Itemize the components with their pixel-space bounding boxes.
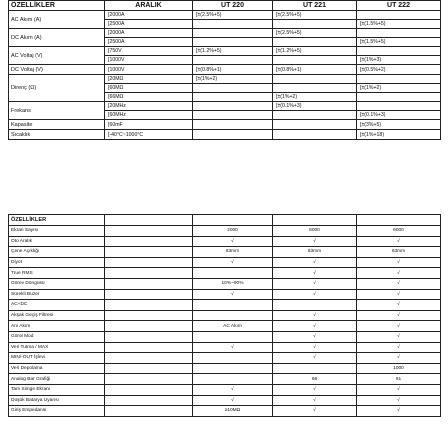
- check-icon: √: [357, 310, 441, 321]
- spec-label: AC Akım (A): [9, 11, 105, 29]
- header-ut220: UT 220: [193, 1, 273, 11]
- spec-accuracy: [±(0.5%+2): [357, 65, 441, 75]
- spec-accuracy: [193, 130, 273, 140]
- spec-accuracy: [193, 84, 273, 93]
- header-ut222: UT 222: [357, 1, 441, 11]
- spec-label: Frekans: [9, 102, 105, 120]
- feature-value: ≥10MΩ: [193, 406, 273, 417]
- features-header-row: [9, 215, 441, 226]
- features-table: [8, 214, 441, 417]
- check-icon: √: [357, 384, 441, 395]
- check-icon: √: [357, 236, 441, 247]
- spec-accuracy: [±(0.1%+3): [273, 102, 357, 111]
- check-icon: √: [273, 342, 357, 353]
- check-icon: √: [357, 278, 441, 289]
- check-icon: √: [273, 353, 357, 364]
- spec-accuracy: [±(2.5%+5): [273, 11, 357, 20]
- check-icon: √: [193, 395, 273, 406]
- spec-label: AC Voltaj (V): [9, 47, 105, 65]
- feature-value: 66: [273, 374, 357, 385]
- check-icon: √: [273, 268, 357, 279]
- feature-value: [273, 300, 357, 311]
- feature-row: [9, 353, 441, 364]
- spec-accuracy: [273, 20, 357, 29]
- feature-label: Sürekli Buzer: [9, 289, 105, 300]
- spec-accuracy: [273, 111, 357, 120]
- spec-accuracy: [±(1%+2): [357, 84, 441, 93]
- feature-value: 2000: [193, 226, 273, 237]
- feature-label: Diyot: [9, 257, 105, 268]
- feature-row: [9, 226, 441, 237]
- spec-range: [1000V: [105, 56, 193, 65]
- feature-label: Görev Döngüsü: [9, 278, 105, 289]
- spec-accuracy: [193, 120, 273, 130]
- spec-accuracy: [273, 38, 357, 47]
- spec-range: [2500A: [105, 20, 193, 29]
- feature-row: [9, 331, 441, 342]
- spec-accuracy: [±(1%+2): [273, 93, 357, 102]
- spec-accuracy: [193, 38, 273, 47]
- spec-label: Sıcaklık: [9, 130, 105, 140]
- spec-accuracy: [357, 93, 441, 102]
- feature-value: AC Akım: [193, 321, 273, 332]
- spec-range: [66MΩ: [105, 93, 193, 102]
- check-icon: √: [273, 384, 357, 395]
- feature-row: [9, 310, 441, 321]
- spec-accuracy: [193, 56, 273, 65]
- spec-label: Kapasite: [9, 120, 105, 130]
- check-icon: √: [273, 310, 357, 321]
- feature-row: [9, 236, 441, 247]
- spec-accuracy: [±(2.5%+5): [273, 29, 357, 38]
- spec-accuracy: [357, 47, 441, 56]
- feature-value: 10%~90%: [193, 278, 273, 289]
- feature-label: Anı Akım: [9, 321, 105, 332]
- spec-accuracy: [357, 29, 441, 38]
- check-icon: √: [357, 257, 441, 268]
- check-icon: √: [273, 321, 357, 332]
- feature-row: [9, 384, 441, 395]
- spec-row: [9, 47, 441, 56]
- header-ut221: UT 221: [273, 1, 357, 11]
- spec-range: [2000A: [105, 11, 193, 20]
- feature-label: Çene Açıklığı: [9, 247, 105, 258]
- feature-label: MIN/-OUT İşlevi: [9, 353, 105, 364]
- feature-value: [193, 353, 273, 364]
- spec-range: [60MHz: [105, 111, 193, 120]
- check-icon: √: [273, 331, 357, 342]
- features-header: ÖZELLİKLER: [9, 215, 105, 226]
- feature-value: 63mm: [193, 247, 273, 258]
- spec-accuracy: [±(1%+3): [357, 56, 441, 65]
- spec-accuracy: [±(1.5%+5): [357, 20, 441, 29]
- check-icon: √: [193, 384, 273, 395]
- feature-label: AC+DC: [9, 300, 105, 311]
- feature-value: 63mm: [273, 247, 357, 258]
- feature-row: [9, 300, 441, 311]
- spec-row: [9, 102, 441, 111]
- spec-range: [20MHz: [105, 102, 193, 111]
- feature-value: [193, 374, 273, 385]
- check-icon: √: [273, 278, 357, 289]
- spec-accuracy: [273, 56, 357, 65]
- feature-row: [9, 268, 441, 279]
- feature-label: Veri Tutma / MAX: [9, 342, 105, 353]
- check-icon: √: [357, 268, 441, 279]
- spec-accuracy: [193, 111, 273, 120]
- feature-row: [9, 278, 441, 289]
- feature-label: Görəl Mod: [9, 331, 105, 342]
- check-icon: √: [357, 331, 441, 342]
- feature-value: 1000: [357, 363, 441, 374]
- feature-value: 61: [357, 374, 441, 385]
- check-icon: √: [357, 289, 441, 300]
- header-features: ÖZELLİKLER: [9, 1, 105, 11]
- feature-label: Veri Depolama: [9, 363, 105, 374]
- spec-range: [2000A: [105, 29, 193, 38]
- spec-label: DC Akım (A): [9, 29, 105, 47]
- check-icon: √: [193, 289, 273, 300]
- spec-accuracy: [273, 130, 357, 140]
- spec-row: [9, 75, 441, 84]
- feature-label: Analog Bar Grafiği: [9, 374, 105, 385]
- feature-label: Giriş Empedansı: [9, 406, 105, 417]
- feature-value: 6000: [357, 226, 441, 237]
- spec-accuracy: [±(1.2%+5): [273, 47, 357, 56]
- spec-accuracy: [±(0.1%+3): [357, 111, 441, 120]
- check-icon: √: [273, 406, 357, 417]
- spec-accuracy: [357, 11, 441, 20]
- spec-row: [9, 29, 441, 38]
- feature-value: 63mm: [357, 247, 441, 258]
- feature-value: [193, 268, 273, 279]
- feature-value: [193, 300, 273, 311]
- check-icon: √: [193, 257, 273, 268]
- spec-range: [60mF: [105, 120, 193, 130]
- spec-accuracy: [±(3%+5): [357, 120, 441, 130]
- check-icon: √: [357, 406, 441, 417]
- check-icon: √: [357, 342, 441, 353]
- spec-label: Direnç (Ω): [9, 75, 105, 102]
- spec-range: [750V: [105, 47, 193, 56]
- check-icon: √: [357, 300, 441, 311]
- spec-range: [-40°C~1000°C: [105, 130, 193, 140]
- feature-row: [9, 257, 441, 268]
- feature-row: [9, 395, 441, 406]
- spec-accuracy: [193, 29, 273, 38]
- spec-accuracy: [±(1.5%+5): [357, 38, 441, 47]
- check-icon: √: [357, 353, 441, 364]
- spec-row: [9, 130, 441, 140]
- feature-row: [9, 342, 441, 353]
- feature-value: [193, 363, 273, 374]
- spec-accuracy: [±(1%+18): [357, 130, 441, 140]
- feature-label: Düşük Batarya Uyarısı: [9, 395, 105, 406]
- spec-accuracy: [273, 120, 357, 130]
- feature-value: [273, 363, 357, 374]
- spec-accuracy: [193, 20, 273, 29]
- spec-accuracy: [273, 75, 357, 84]
- spec-accuracy: [±(1.2%+5): [193, 47, 273, 56]
- spec-accuracy: [±(0.8%+1): [273, 65, 357, 75]
- spec-label: DC Voltaj (V): [9, 65, 105, 75]
- spec-range: [2500A: [105, 38, 193, 47]
- feature-row: [9, 321, 441, 332]
- check-icon: √: [357, 395, 441, 406]
- check-icon: √: [273, 289, 357, 300]
- check-icon: √: [273, 257, 357, 268]
- feature-row: [9, 374, 441, 385]
- check-icon: √: [273, 395, 357, 406]
- feature-label: Ekran Sayısı: [9, 226, 105, 237]
- spec-accuracy: [193, 102, 273, 111]
- spec-accuracy: [357, 102, 441, 111]
- feature-label: Akşak Geçiş Filtresi: [9, 310, 105, 321]
- feature-label: Tam Simge Ekranı: [9, 384, 105, 395]
- specifications-table: [8, 0, 441, 140]
- feature-value: [193, 310, 273, 321]
- header-range: ARALIK: [105, 1, 193, 11]
- check-icon: √: [193, 236, 273, 247]
- spec-accuracy: [357, 75, 441, 84]
- feature-row: [9, 289, 441, 300]
- spec-accuracy: [193, 93, 273, 102]
- spec-range: [1000V: [105, 65, 193, 75]
- spec-accuracy: [±(2.5%+5): [193, 11, 273, 20]
- spec-accuracy: [±(1%+2): [193, 75, 273, 84]
- feature-row: [9, 406, 441, 417]
- check-icon: √: [193, 342, 273, 353]
- check-icon: √: [273, 236, 357, 247]
- spec-accuracy: [±(0.8%+1): [193, 65, 273, 75]
- specs-header-row: [9, 1, 441, 11]
- spec-row: [9, 11, 441, 20]
- check-icon: √: [357, 321, 441, 332]
- feature-row: [9, 363, 441, 374]
- spec-accuracy: [273, 84, 357, 93]
- feature-row: [9, 247, 441, 258]
- spec-row: [9, 65, 441, 75]
- spec-row: [9, 120, 441, 130]
- feature-label: True RMS: [9, 268, 105, 279]
- feature-label: Oto Aralık: [9, 236, 105, 247]
- feature-value: [193, 331, 273, 342]
- spec-range: [60MΩ: [105, 84, 193, 93]
- feature-value: 6000: [273, 226, 357, 237]
- spec-range: [20MΩ: [105, 75, 193, 84]
